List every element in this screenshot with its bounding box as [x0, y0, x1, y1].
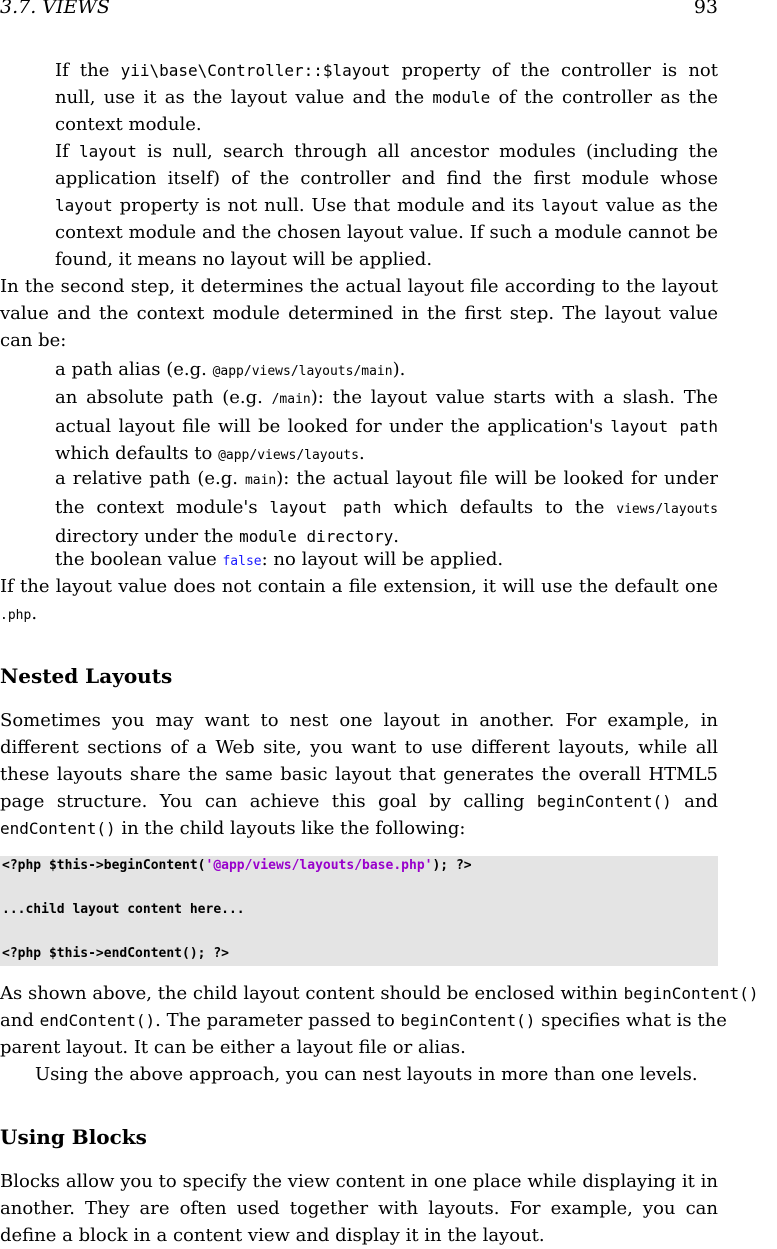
heading-nested-layouts: Nested Layouts — [0, 664, 173, 688]
text: of the controller as the context module. — [55, 87, 718, 135]
inline-code: .php — [0, 608, 32, 623]
inline-code: views/layouts — [616, 502, 718, 517]
code-line: ...child layout content here... — [2, 902, 245, 917]
code-string: '@app/views/layouts/base.php' — [205, 858, 433, 873]
inline-code: layout — [55, 196, 113, 215]
inline-code: endContent() — [0, 819, 116, 838]
running-header — [0, 0, 718, 18]
inline-code: module — [432, 88, 491, 107]
text: a relative path (e.g. — [55, 468, 245, 489]
inline-code: layout — [79, 142, 137, 161]
text: which defaults to — [55, 443, 219, 464]
step-paragraph-2 — [55, 138, 718, 273]
inline-code: layout path — [269, 498, 382, 517]
text: . — [358, 443, 365, 464]
code-block — [0, 856, 718, 966]
text: If — [55, 141, 80, 162]
text: an absolute path (e.g. — [55, 387, 272, 408]
text: the boolean value — [55, 549, 223, 570]
inline-code: @app/views/layouts — [218, 448, 359, 463]
page-number: 93 — [693, 0, 718, 18]
text: which defaults to the — [381, 497, 617, 518]
inline-code: beginContent() — [536, 792, 672, 811]
text: : no layout will be applied. — [261, 549, 504, 570]
text: ): the actual layout file will be looked for under the context module's — [55, 468, 718, 518]
code-line: <?php $this->endContent(); ?> — [2, 946, 229, 961]
text: Sometimes you may want to nest one layout in another. For example, in different sections of a Web site, you want to use different layouts, while all these layouts share the same basic layout that generates the overall HTML5 page structure. You can achieve this goal by calling — [0, 710, 718, 812]
second-step-paragraph: In the second step, it determines the actual layout file according to the layout value and the context module determined in the first step. The layout value can be: — [0, 276, 718, 351]
list-item-path-alias — [55, 356, 718, 385]
inline-code: main — [244, 473, 277, 488]
list-item-relative-path — [55, 465, 718, 550]
inline-code: @app/views/layouts/main — [212, 364, 393, 379]
text: in the child layouts like the following: — [115, 818, 466, 839]
text: property is not null. Use that module and its — [112, 195, 542, 216]
extension-paragraph — [0, 573, 718, 629]
inline-code: false — [222, 554, 262, 569]
text: As shown above, the child layout content should be enclosed within — [0, 983, 624, 1004]
step-paragraph-1 — [55, 57, 718, 138]
code-text: ); ?> — [432, 858, 472, 873]
nested-intro-paragraph — [0, 707, 718, 842]
text: specifies what is the parent layout. It can be either a layout file or alias. — [0, 1010, 727, 1058]
list-item-boolean — [55, 546, 718, 575]
text: ). — [392, 359, 406, 380]
blocks-intro-paragraph: Blocks allow you to specify the view content in one place while displaying it in another. They are often used together with layouts. For example, you can define a block in a content view and display it in the layout. — [0, 1171, 718, 1246]
inline-code: endContent() — [39, 1011, 156, 1030]
text: value as the context module and the chosen layout value. If such a module cannot be found, it means no layout will be applied. — [55, 195, 718, 270]
inline-code: beginContent() — [623, 984, 759, 1003]
text: . — [393, 526, 399, 547]
text: property of the controller is not null, use it as the layout value and the — [55, 60, 718, 108]
section-title: 3.7. VIEWS — [0, 0, 110, 18]
text: and — [671, 791, 718, 812]
text: directory under the — [55, 526, 240, 547]
code-line — [2, 858, 472, 873]
text: is null, search through all ancestor modules (including the application itself) of the controller and find the first module whose — [55, 141, 718, 189]
inline-code: /main — [271, 392, 311, 407]
text: If the — [55, 60, 121, 81]
inline-code: layout path — [610, 417, 719, 436]
inline-code: module directory — [239, 527, 394, 546]
text: a path alias (e.g. — [55, 359, 213, 380]
text: and — [0, 1010, 40, 1031]
list-item-absolute-path — [55, 384, 718, 469]
text: ): the layout value starts with a slash. The actual layout file will be looked for under the application's — [55, 387, 719, 437]
heading-using-blocks: Using Blocks — [0, 1125, 147, 1149]
inline-code: layout — [541, 196, 599, 215]
text: If the layout value does not contain a file extension, it will use the default one — [0, 576, 718, 597]
text: . The parameter passed to — [155, 1010, 401, 1031]
inline-code: yii\base\Controller::$layout — [120, 61, 391, 80]
code-text: <?php $this->beginContent( — [2, 858, 206, 873]
nested-explain-paragraph — [0, 980, 777, 1061]
inline-code: beginContent() — [400, 1011, 536, 1030]
text: . — [31, 603, 38, 624]
nested-note-paragraph: Using the above approach, you can nest layouts in more than one levels. — [35, 1064, 698, 1085]
